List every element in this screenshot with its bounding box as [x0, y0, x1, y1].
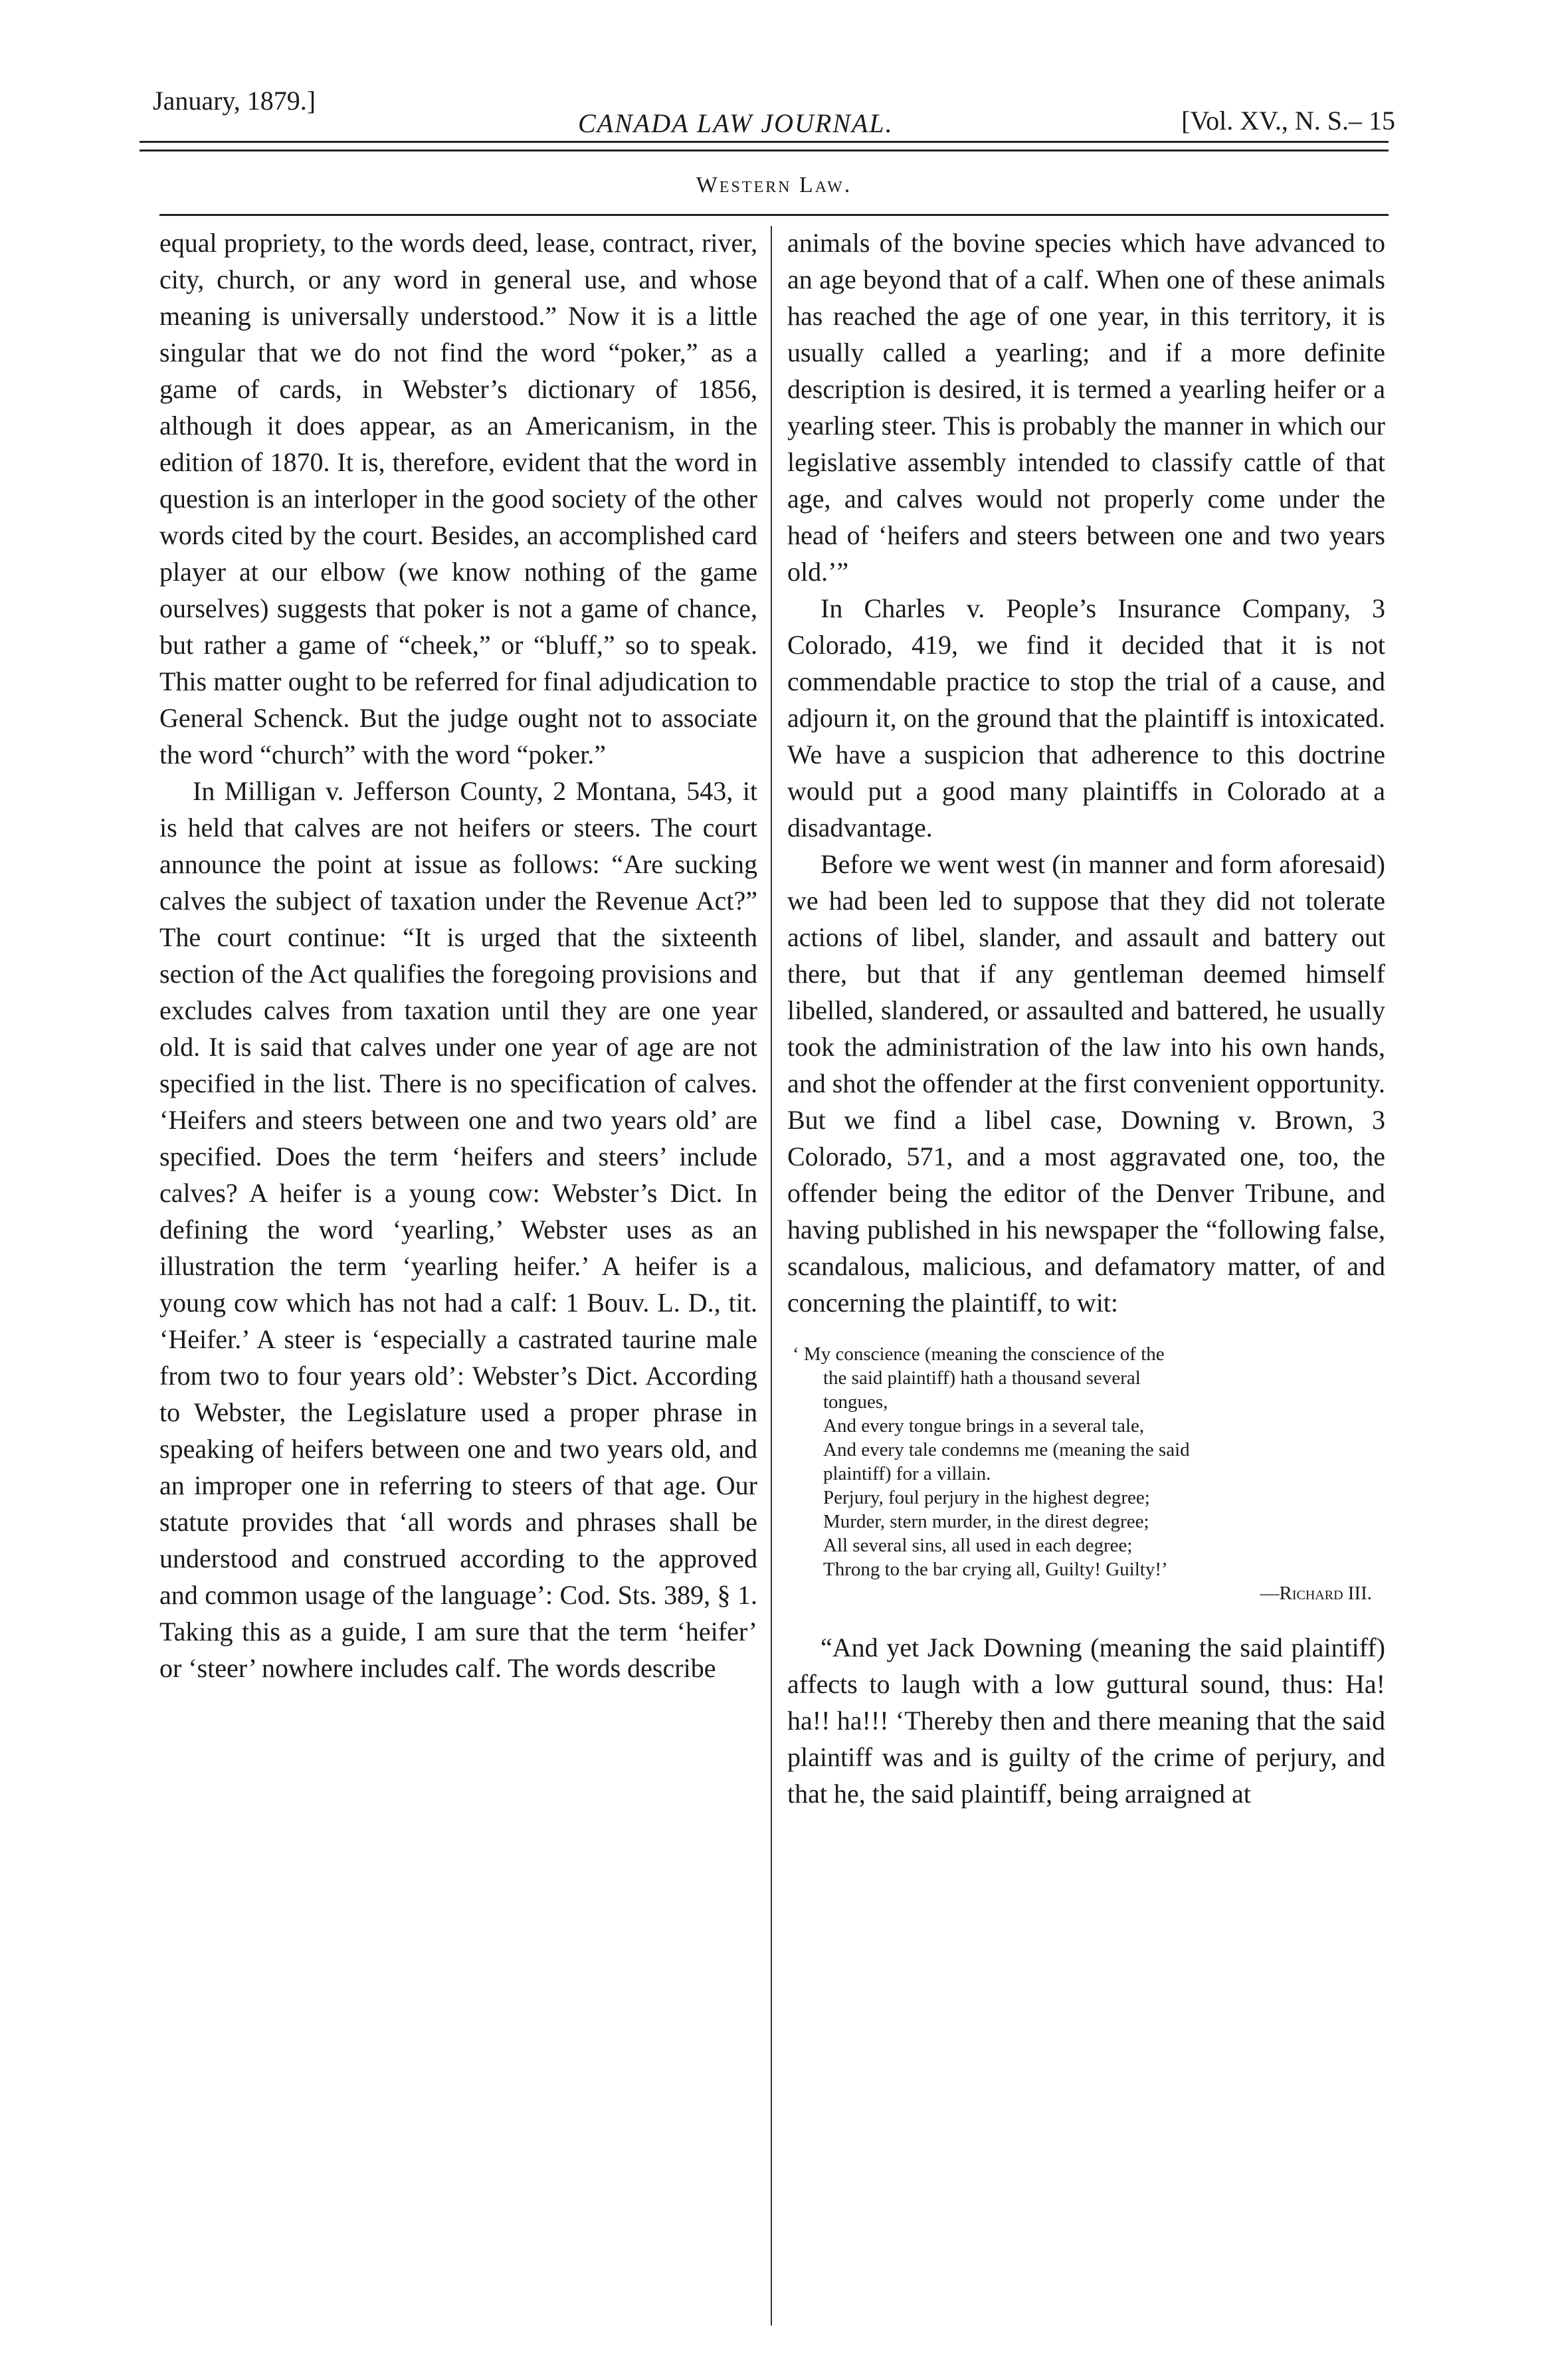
verse-line: Perjury, foul perjury in the highest degree;	[823, 1487, 1150, 1508]
verse-line: the said plaintiff) hath a thousand several	[823, 1367, 1141, 1389]
verse-line: All several sins, all used in each degree;	[823, 1535, 1133, 1556]
verse-line: And every tale condemns me (meaning the said	[823, 1439, 1190, 1460]
paragraph: Before we went west (in manner and form aforesaid) we had been led to suppose that they did not tolerate actions of libel, slander, and assault and battery out there, but that if any gentleman deemed himself libelled, slandered, or assaulted and battered, he usually took the administration of the law into his own hands, and shot the offender at the first convenient opportunity. But we find a libel case, Downing v. Brown, 3 Colorado, 571, and a most aggravated one, too, the offender being the editor of the Denver Tribune, and having published in his newspaper the “following false, scandalous, malicious, and defamatory matter, of and concerning the plaintiff, to wit:	[787, 849, 1385, 1318]
right-column	[787, 225, 1385, 1812]
verse-line: tongues,	[823, 1391, 888, 1413]
verse-line: Murder, stern murder, in the direst degree;	[823, 1511, 1149, 1532]
running-header	[153, 85, 1395, 145]
left-column	[159, 225, 757, 1686]
verse-line: And every tongue brings in a several tale,	[823, 1415, 1145, 1437]
issue-date: January, 1879.]	[153, 86, 316, 116]
verse-line: Throng to the bar crying all, Guilty! Guilty!’	[823, 1559, 1168, 1580]
journal-title: CANADA LAW JOURNAL.	[578, 108, 894, 138]
section-rule	[159, 214, 1389, 216]
section-title: Western Law.	[696, 173, 852, 197]
header-rule	[140, 141, 1389, 151]
paragraph: animals of the bovine species which have advanced to an age beyond that of a calf. When one of these animals has reached the age of one year, in this territory, it is usually called a yearling; and if a more definite description is desired, it is termed a yearling heifer or a yearling steer. This is probably the manner in which our legislative assembly intended to classify cattle of that age, and calves would not properly come under the head of ‘heifers and steers between one and two years old.’”	[787, 228, 1385, 587]
paragraph: “And yet Jack Downing (meaning the said plaintiff) affects to laugh with a low guttural sound, thus: Ha! ha!! ha!!! ‘Thereby then and there meaning that the said plaintiff was and is guilty of the crime of perjury, and that he, the said plaintiff, being arraigned at	[787, 1633, 1385, 1809]
column-divider	[771, 226, 772, 2326]
paragraph: In Charles v. People’s Insurance Company, 3 Colorado, 419, we find it decided that it is not commendable practice to stop the trial of a cause, and adjourn it, on the ground that the plaintiff is intoxicated. We have a suspicion that adherence to this doctrine would put a good many plaintiffs in Colorado at a disadvantage.	[787, 593, 1385, 843]
verse-attribution: —Richard III.	[1260, 1583, 1372, 1604]
verse-line: ‘ My conscience (meaning the conscience of the	[793, 1343, 1165, 1365]
paragraph: In Milligan v. Jefferson County, 2 Montana, 543, it is held that calves are not heifers or steers. The court announce the point at issue as follows: “Are sucking calves the subject of taxation under the Revenue Act?” The court continue: “It is urged that the sixteenth section of the Act qualifies the foregoing provisions and excludes calves from taxation until they are one year old. It is said that calves under one year of age are not specified in the list. There is no specification of calves. ‘Heifers and steers between one and two years old’ are specified. Does the term ‘heifers and steers’ include calves? A heifer is a young cow: Webster’s Dict. In defining the word ‘yearling,’ Webster uses as an illustration the term ‘yearling heifer.’ A heifer is a young cow which has not had a calf: 1 Bouv. L. D., tit. ‘Heifer.’ A steer is ‘especially a castrated taurine male from two to four years old’: Webster’s Dict. According to Webster, the Legislature used a proper phrase in speaking of heifers between one and two years old, and an improper one in referring to steers of that age. Our statute provides that ‘all words and phrases shall be understood and construed according to the approved and common usage of the language’: Cod. Sts. 389, § 1. Taking this as a guide, I am sure that the term ‘heifer’ or ‘steer’ nowhere includes calf. The words describe	[159, 776, 757, 1683]
quoted-verse	[793, 1342, 1385, 1605]
verse-line: plaintiff) for a villain.	[823, 1463, 991, 1484]
volume-page: [Vol. XV., N. S.– 15	[1181, 106, 1395, 136]
paragraph: equal propriety, to the words deed, lease, contract, river, city, church, or any word in general use, and whose meaning is universally understood.” Now it is a little singular that we do not find the word “poker,” as a game of cards, in Webster’s dictionary of 1856, although it does appear, as an Americanism, in the edition of 1870. It is, therefore, evident that the word in question is an interloper in the good society of the other words cited by the court. Besides, an accomplished card player at our elbow (we know nothing of the game ourselves) suggests that poker is not a game of chance, but rather a game of “cheek,” or “bluff,” so to speak. This matter ought to be referred for final adjudication to General Schenck. But the judge ought not to associate the word “church” with the word “poker.”	[159, 228, 757, 769]
